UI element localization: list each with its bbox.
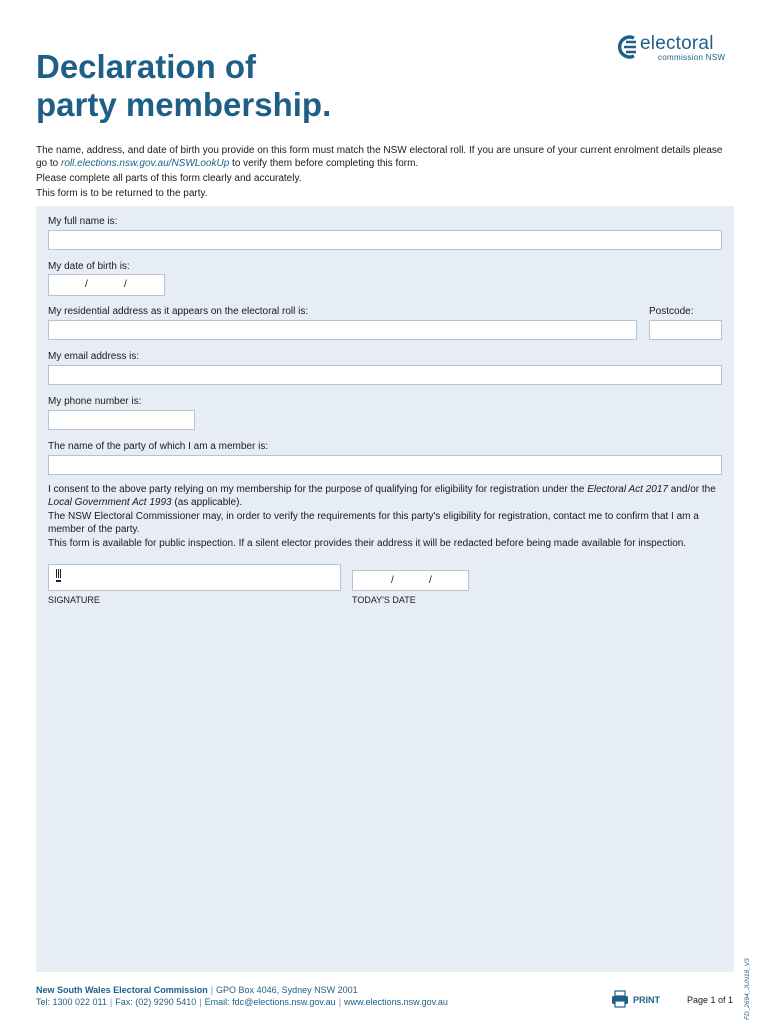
footer-address: GPO Box 4046, Sydney NSW 2001 bbox=[216, 985, 358, 995]
address-input[interactable] bbox=[48, 320, 637, 340]
footer-line-1: New South Wales Electoral Commission | GPO Box 4046, Sydney NSW 2001 bbox=[36, 985, 358, 995]
signature-marker-icon bbox=[56, 569, 62, 583]
postcode-input[interactable] bbox=[649, 320, 722, 340]
consent-text bbox=[48, 484, 720, 553]
roll-lookup-link[interactable]: roll.elections.nsw.gov.au/NSWLookUp bbox=[61, 158, 230, 169]
footer-email: Email: fdc@elections.nsw.gov.au bbox=[204, 997, 336, 1007]
print-label: PRINT bbox=[633, 995, 660, 1005]
full-name-label: My full name is: bbox=[48, 216, 118, 227]
consent-paragraph-1: I consent to the above party relying on my membership for the purpose of qualifying for eligibility for registration under the Electoral Act 2017 and/or the Local Government Act 1993 (as applicable). bbox=[48, 484, 716, 508]
title-line-1: Declaration of bbox=[36, 48, 257, 85]
date-separator-1: / bbox=[391, 575, 394, 586]
email-input[interactable] bbox=[48, 365, 722, 385]
consent-paragraph-3: This form is available for public inspection. If a silent elector provides their address it will be redacted before being made available for inspection. bbox=[48, 538, 687, 549]
postcode-label: Postcode: bbox=[649, 306, 694, 317]
todays-date-label: TODAY'S DATE bbox=[352, 595, 416, 605]
party-label: The name of the party of which I am a member is: bbox=[48, 441, 269, 452]
page-number: Page 1 of 1 bbox=[687, 995, 734, 1005]
full-name-input[interactable] bbox=[48, 230, 722, 250]
consent-paragraph-2: The NSW Electoral Commissioner may, in order to verify the requirements for this party's eligibility for registration, contact me to confirm that I am a member of the party. bbox=[48, 511, 699, 535]
form-code: FD_2694_JUN18_V3 bbox=[744, 958, 751, 1020]
address-label: My residential address as it appears on the electoral roll is: bbox=[48, 306, 309, 317]
date-separator-2: / bbox=[429, 575, 432, 586]
page-title bbox=[36, 48, 331, 124]
dob-separator-1: / bbox=[85, 279, 88, 290]
footer-org: New South Wales Electoral Commission bbox=[36, 985, 208, 995]
footer-fax: Fax: (02) 9290 5410 bbox=[115, 997, 197, 1007]
print-button[interactable] bbox=[611, 990, 663, 1010]
footer-tel: Tel: 1300 022 011 bbox=[36, 997, 107, 1007]
intro-paragraph-3: This form is to be returned to the party. bbox=[36, 188, 208, 199]
footer-contact bbox=[36, 984, 448, 1008]
phone-label: My phone number is: bbox=[48, 396, 142, 407]
todays-date-input[interactable] bbox=[352, 570, 469, 591]
intro-paragraph-2: Please complete all parts of this form clearly and accurately. bbox=[36, 173, 302, 184]
footer-web: www.elections.nsw.gov.au bbox=[344, 997, 448, 1007]
signature-label: SIGNATURE bbox=[48, 595, 100, 605]
logo-wordmark: electoral bbox=[640, 33, 714, 54]
electoral-commission-logo bbox=[618, 34, 738, 64]
logo-subtitle: commission NSW bbox=[658, 53, 726, 62]
title-line-2: party membership. bbox=[36, 86, 332, 123]
intro-paragraph-1: The name, address, and date of birth you provide on this form must match the NSW electoral roll. If you are unsure of your current enrolment details please go to roll.elections.nsw.gov.au/NSWLookUp to verify them before completing this form. bbox=[36, 145, 723, 169]
form-panel bbox=[36, 206, 734, 972]
electoral-logo-icon bbox=[618, 34, 638, 60]
dob-label: My date of birth is: bbox=[48, 261, 130, 272]
dob-separator-2: / bbox=[124, 279, 127, 290]
footer-line-2: Tel: 1300 022 011 | Fax: (02) 9290 5410 | Email: fdc@elections.nsw.gov.au | www.elections.nsw.gov.au bbox=[36, 997, 448, 1007]
printer-icon bbox=[611, 990, 629, 1008]
party-input[interactable] bbox=[48, 455, 722, 475]
intro-text bbox=[36, 144, 736, 202]
email-label: My email address is: bbox=[48, 351, 140, 362]
phone-input[interactable] bbox=[48, 410, 195, 430]
dob-input[interactable] bbox=[48, 274, 165, 296]
signature-field[interactable] bbox=[48, 564, 341, 591]
